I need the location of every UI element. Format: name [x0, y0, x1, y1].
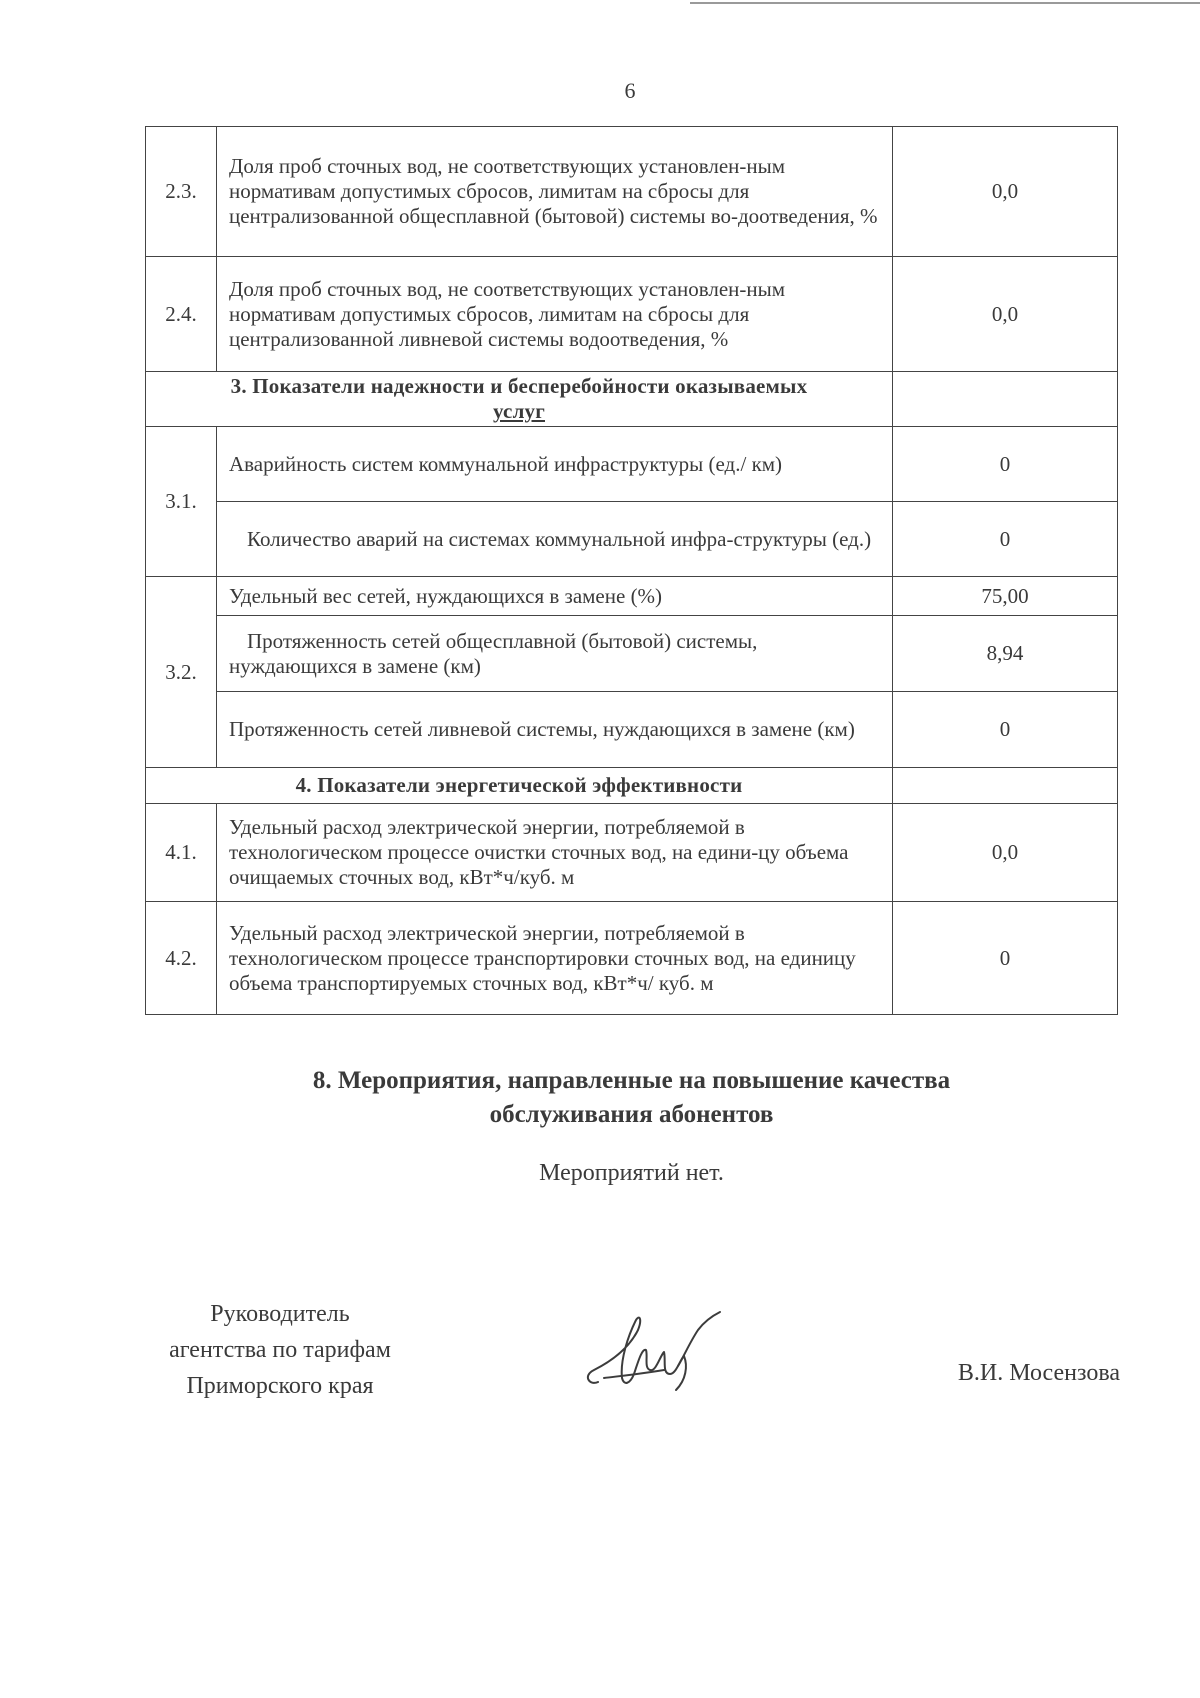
signer-name: В.И. Мосензова [957, 1360, 1120, 1386]
table-row [146, 127, 1118, 257]
section-3-title [146, 372, 893, 427]
page-number: 6 [624, 78, 636, 103]
row-number: 2.3. [146, 127, 217, 257]
row-value: 0 [893, 692, 1118, 768]
row-description: Доля проб сточных вод, не соответствующих установлен-ным нормативам допустимых сбросов, лимитам на сбросы для централизованной ливневой системы водоотведения, % [217, 257, 893, 372]
row-number: 3.1. [146, 427, 217, 577]
signer-title [140, 1296, 420, 1404]
section-8-heading [145, 1064, 1118, 1132]
row-value: 75,00 [893, 577, 1118, 616]
row-description: Удельный вес сетей, нуждающихся в замене (%) [217, 577, 893, 616]
empty-value-cell [893, 372, 1118, 427]
row-description: Количество аварий на системах коммунальной инфра-структуры (ед.) [247, 526, 872, 551]
row-value: 0,0 [893, 257, 1118, 372]
row-value: 0 [893, 427, 1118, 502]
row-value: 0,0 [893, 127, 1118, 257]
table-row [146, 427, 1118, 502]
row-number: 4.2. [146, 902, 217, 1015]
signer-title-line1: Руководитель [210, 1301, 350, 1327]
row-number: 4.1. [146, 804, 217, 902]
signer-title-line3: Приморского края [186, 1373, 374, 1399]
table-row [146, 804, 1118, 902]
row-value: 0 [893, 502, 1118, 577]
row-description: Протяженность сетей ливневой системы, нуждающихся в замене (км) [217, 692, 893, 768]
section-header-row [146, 372, 1118, 427]
no-measures-text: Мероприятий нет. [539, 1160, 724, 1186]
row-description: Протяженность сетей общесплавной (бытовой) системы, нуждающихся в замене (км) [229, 628, 758, 678]
signer-title-line2: агентства по тарифам [169, 1337, 391, 1363]
table-row [146, 502, 1118, 577]
row-value: 0,0 [893, 804, 1118, 902]
section-header-row [146, 768, 1118, 804]
row-value: 8,94 [893, 616, 1118, 692]
row-number: 3.2. [146, 577, 217, 768]
row-number: 2.4. [146, 257, 217, 372]
section-8-heading-line2: обслуживания абонентов [489, 1101, 774, 1128]
section-8-heading-line1: 8. Мероприятия, направленные на повышение качества [312, 1067, 951, 1094]
section-3-title-line1: 3. Показатели надежности и бесперебойности оказываемых [230, 374, 808, 398]
top-edge-rule [690, 2, 1200, 4]
row-description: Аварийность систем коммунальной инфраструктуры (ед./ км) [217, 427, 893, 502]
table-row [146, 902, 1118, 1015]
row-description-container [217, 616, 893, 692]
row-description: Доля проб сточных вод, не соответствующих установлен-ным нормативам допустимых сбросов, лимитам на сбросы для централизованной общесплавной (бытовой) системы во-доотведения, % [217, 127, 893, 257]
section-3-title-line2: услуг [493, 399, 545, 423]
empty-value-cell [893, 768, 1118, 804]
row-description-container [217, 502, 893, 577]
row-value: 0 [893, 902, 1118, 1015]
section-4-title: 4. Показатели энергетической эффективности [146, 768, 893, 804]
row-description: Удельный расход электрической энергии, потребляемой в технологическом процессе очистки сточных вод, на едини-цу объема очищаемых сточных вод, кВт*ч/куб. м [217, 804, 893, 902]
table-row [146, 616, 1118, 692]
row-description: Удельный расход электрической энергии, потребляемой в технологическом процессе транспортировки сточных вод, на единицу объема транспортируемых сточных вод, кВт*ч/ куб. м [217, 902, 893, 1015]
table-row [146, 257, 1118, 372]
signature-image [580, 1290, 740, 1400]
table-row [146, 692, 1118, 768]
indicators-table [145, 126, 1118, 1015]
table-row [146, 577, 1118, 616]
